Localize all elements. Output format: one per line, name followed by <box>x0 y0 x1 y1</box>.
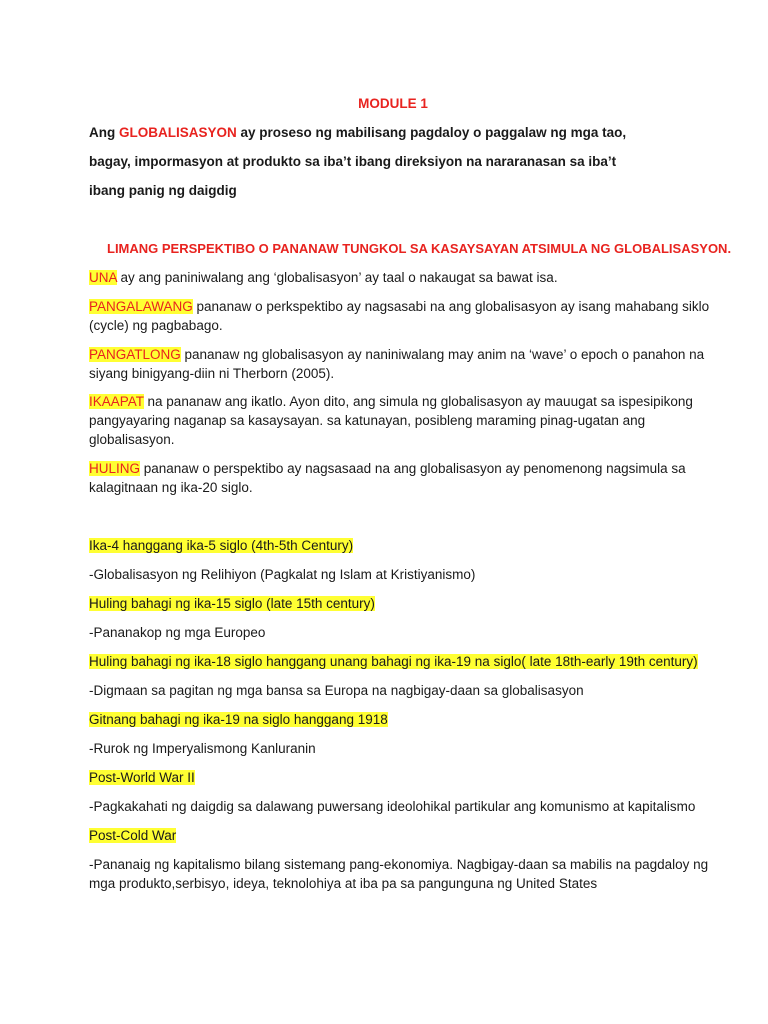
era-2-period <box>89 594 708 613</box>
era-3-desc: -Digmaan sa pagitan ng mga bansa sa Europa na nagbigay-daan sa globalisasyon <box>89 683 584 698</box>
perspective-3 <box>89 345 708 364</box>
era-5-period <box>89 768 708 787</box>
era-4-period-text: Gitnang bahagi ng ika-19 na siglo hanggang 1918 <box>89 712 388 727</box>
era-3-period <box>89 652 708 671</box>
perspective-2-text: pananaw o perkspektibo ay nagsasabi na ang globalisasyon ay isang mahabang siklo <box>192 299 710 314</box>
era-1-period-text: Ika-4 hanggang ika-5 siglo (4th-5th Century) <box>89 538 354 553</box>
era-6-period <box>89 826 708 845</box>
era-5-period-text: Post-World War II <box>89 770 195 785</box>
perspectives-heading: LIMANG PERSPEKTIBO O PANANAW TUNGKOL SA KASAYSAYAN ATSIMULA NG GLOBALISASYON. <box>107 241 732 256</box>
intro-line-2: bagay, impormasyon at produkto sa iba’t ibang direksiyon na nararanasan sa iba’t <box>89 154 617 169</box>
perspective-4-cont-2: globalisasyon. <box>89 432 175 447</box>
intro-prefix: Ang <box>89 125 119 140</box>
perspective-3-keyword: PANGATLONG <box>89 347 181 362</box>
perspective-1-text: ay ang paniniwalang ang ‘globalisasyon’ ay taal o nakaugat sa bawat isa. <box>116 270 558 285</box>
perspective-1 <box>89 268 708 287</box>
intro-keyword: GLOBALISASYON <box>119 125 237 140</box>
era-6-desc-2: mga produkto,serbisyo, ideya, teknolohiya at iba pa sa pangunguna ng United States <box>89 876 598 891</box>
perspective-2-cont: (cycle) ng pagbabago. <box>89 318 223 333</box>
perspective-5-cont: kalagitnaan ng ika-20 siglo. <box>89 480 253 495</box>
perspective-3-text: pananaw ng globalisasyon ay naniniwalang may anim na ‘wave’ o epoch o panahon na <box>180 347 705 362</box>
perspective-3-cont: siyang binigyang-diin ni Therborn (2005). <box>89 366 335 381</box>
perspective-1-keyword: UNA <box>89 270 117 285</box>
era-5-desc: -Pagkakahati ng daigdig sa dalawang puwersang ideolohikal partikular ang komunismo at kapitalismo <box>89 799 696 814</box>
perspective-5-keyword: HULING <box>89 461 141 476</box>
perspective-2-keyword: PANGALAWANG <box>89 299 193 314</box>
module-title: MODULE 1 <box>358 96 428 111</box>
perspective-5 <box>89 459 708 478</box>
era-2-period-text: Huling bahagi ng ika-15 siglo (late 15th century) <box>89 596 375 611</box>
perspective-4-cont-1: pangyayaring naganap sa kasaysayan. sa katunayan, posibleng maraming pinag-ugatan ang <box>89 413 646 428</box>
era-6-desc-1: -Pananaig ng kapitalismo bilang sistemang pang-ekonomiya. Nagbigay-daan sa mabilis na pagdaloy ng <box>89 857 709 872</box>
intro-line-1 <box>89 123 708 142</box>
era-6-period-text: Post-Cold War <box>89 828 177 843</box>
perspective-4-text: na pananaw ang ikatlo. Ayon dito, ang simula ng globalisasyon ay mauugat sa ispesipikong <box>143 394 693 409</box>
era-4-period <box>89 710 708 729</box>
perspective-4-keyword: IKAAPAT <box>89 394 144 409</box>
era-1-period <box>89 536 708 555</box>
perspective-5-text: pananaw o perspektibo ay nagsasaad na ang globalisasyon ay penomenong nagsimula sa <box>140 461 686 476</box>
intro-line-3: ibang panig ng daigdig <box>89 183 237 198</box>
era-1-desc: -Globalisasyon ng Relihiyon (Pagkalat ng Islam at Kristiyanismo) <box>89 567 476 582</box>
perspective-4 <box>89 392 708 411</box>
era-3-period-text: Huling bahagi ng ika-18 siglo hanggang unang bahagi ng ika-19 na siglo( late 18th-early 19th century) <box>89 654 698 669</box>
era-2-desc: -Pananakop ng mga Europeo <box>89 625 266 640</box>
era-4-desc: -Rurok ng Imperyalismong Kanluranin <box>89 741 316 756</box>
intro-line1-rest: ay proseso ng mabilisang pagdaloy o paggalaw ng mga tao, <box>236 125 627 140</box>
perspective-2 <box>89 297 708 316</box>
